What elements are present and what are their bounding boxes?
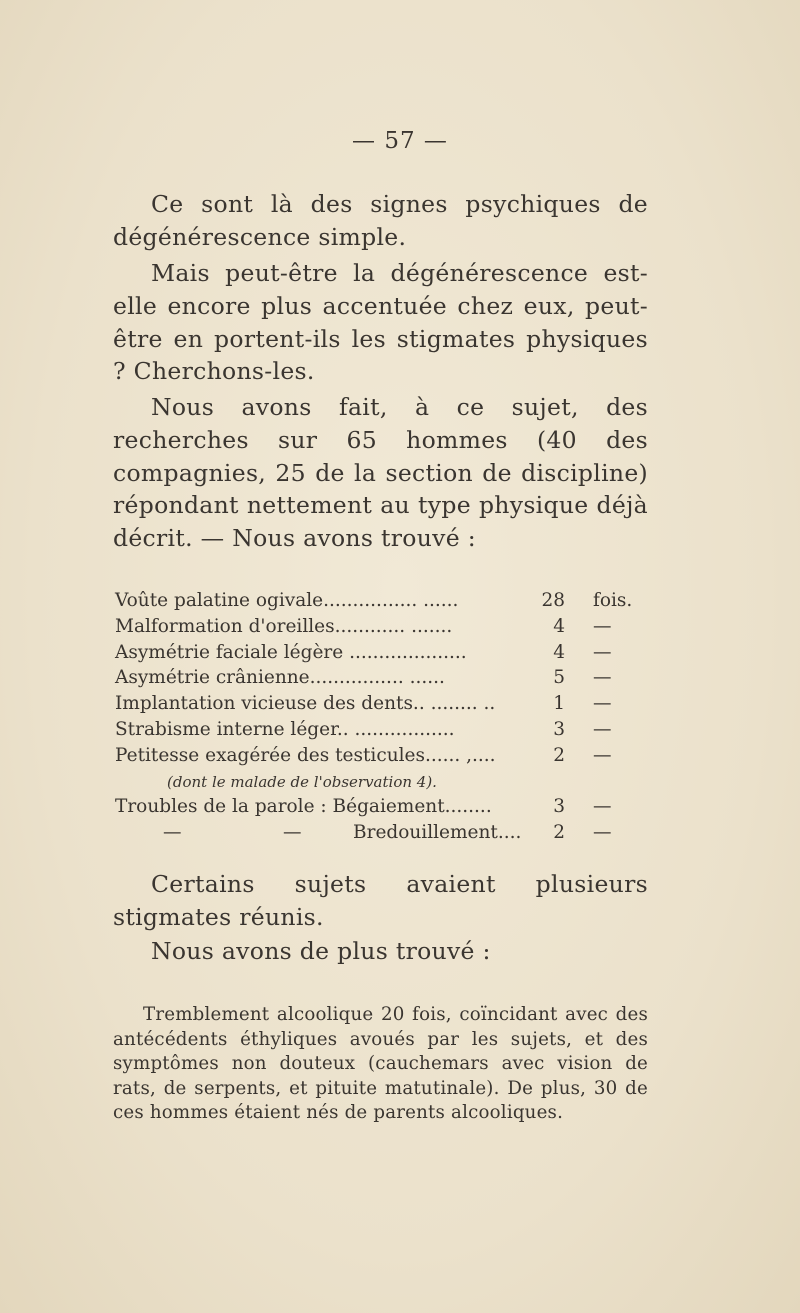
finding-count: 2: [553, 822, 565, 844]
finding-unit: —: [593, 641, 612, 663]
finding-count: 3: [553, 718, 565, 740]
finding-count: 3: [553, 796, 565, 818]
finding-unit: fois.: [593, 590, 633, 611]
finding-label: Troubles de la parole : Bégaiement........: [115, 796, 492, 818]
ditto-dash: —: [163, 822, 182, 844]
finding-label: Asymétrie faciale légère ....................: [115, 641, 467, 663]
list-item: [115, 717, 655, 743]
paragraph-text: Certains sujets avaient plusieurs stigmates réunis.: [113, 870, 648, 931]
paragraph-further-findings: [113, 935, 648, 968]
ditto-dash: —: [283, 822, 302, 844]
finding-label: Asymétrie crânienne................ ......: [115, 667, 445, 689]
paragraph-alcoholic-tremor: [113, 1003, 648, 1126]
list-item: [115, 588, 655, 614]
finding-unit: —: [593, 822, 612, 844]
list-item: [115, 614, 655, 640]
findings-list: [115, 588, 655, 846]
findings-note-row: [115, 769, 655, 795]
finding-count: 4: [553, 641, 565, 663]
finding-label: Voûte palatine ogivale................ ......: [115, 590, 459, 611]
paragraph-research: [113, 391, 648, 555]
finding-label: Petitesse exagérée des testicules...... ,....: [115, 744, 496, 766]
finding-unit: —: [593, 693, 612, 715]
paragraph-multiple-stigmata: [113, 868, 648, 934]
finding-count: 2: [553, 744, 565, 766]
finding-unit: —: [593, 667, 612, 689]
paragraph-text: Ce sont là des signes psychiques de dégénérescence simple.: [113, 190, 648, 251]
finding-label: Implantation vicieuse des dents.. ........ ..: [115, 693, 496, 715]
finding-count: 5: [553, 667, 565, 689]
list-item: [115, 691, 655, 717]
paragraph-physical-stigmata: [113, 257, 648, 388]
finding-count: 4: [553, 615, 565, 637]
finding-unit: —: [593, 796, 612, 818]
finding-unit: —: [593, 718, 612, 740]
finding-unit: —: [593, 615, 612, 637]
paragraph-text: Tremblement alcoolique 20 fois, coïncidant avec des antécédents éthyliques avoués par les sujets, et des symptômes non douteux (cauchemars avec vision de rats, de serpents, et pituite matutinale). De plus, 30 de ces hommes étaient nés de parents alcooliques.: [113, 1004, 648, 1124]
finding-unit: —: [593, 744, 612, 766]
paragraph-psychic-signs: [113, 188, 648, 254]
finding-count: 1: [553, 693, 565, 715]
list-item: [115, 794, 655, 820]
list-item: [115, 665, 655, 691]
paragraph-text: Nous avons de plus trouvé :: [151, 937, 491, 965]
finding-count: 28: [541, 590, 565, 611]
list-item: [115, 743, 655, 769]
list-item: [115, 640, 655, 666]
findings-note: (dont le malade de l'observation 4).: [167, 772, 437, 791]
page-number: — 57 —: [352, 128, 448, 154]
finding-label: Bredouillement....: [353, 822, 522, 844]
finding-label: Malformation d'oreilles............ .......: [115, 615, 453, 637]
paragraph-text: Mais peut-être la dégénérescence est-elle encore plus accentuée chez eux, peut-être en portent-ils les stigmates physiques ? Cherchons-les.: [113, 259, 648, 386]
paragraph-text: Nous avons fait, à ce sujet, des recherches sur 65 hommes (40 des compagnies, 25 de la section de discipline) répondant nettement au type physique déjà décrit. — Nous avons trouvé :: [113, 393, 648, 553]
list-item: [115, 820, 655, 846]
finding-label: Strabisme interne léger.. .................: [115, 718, 455, 740]
